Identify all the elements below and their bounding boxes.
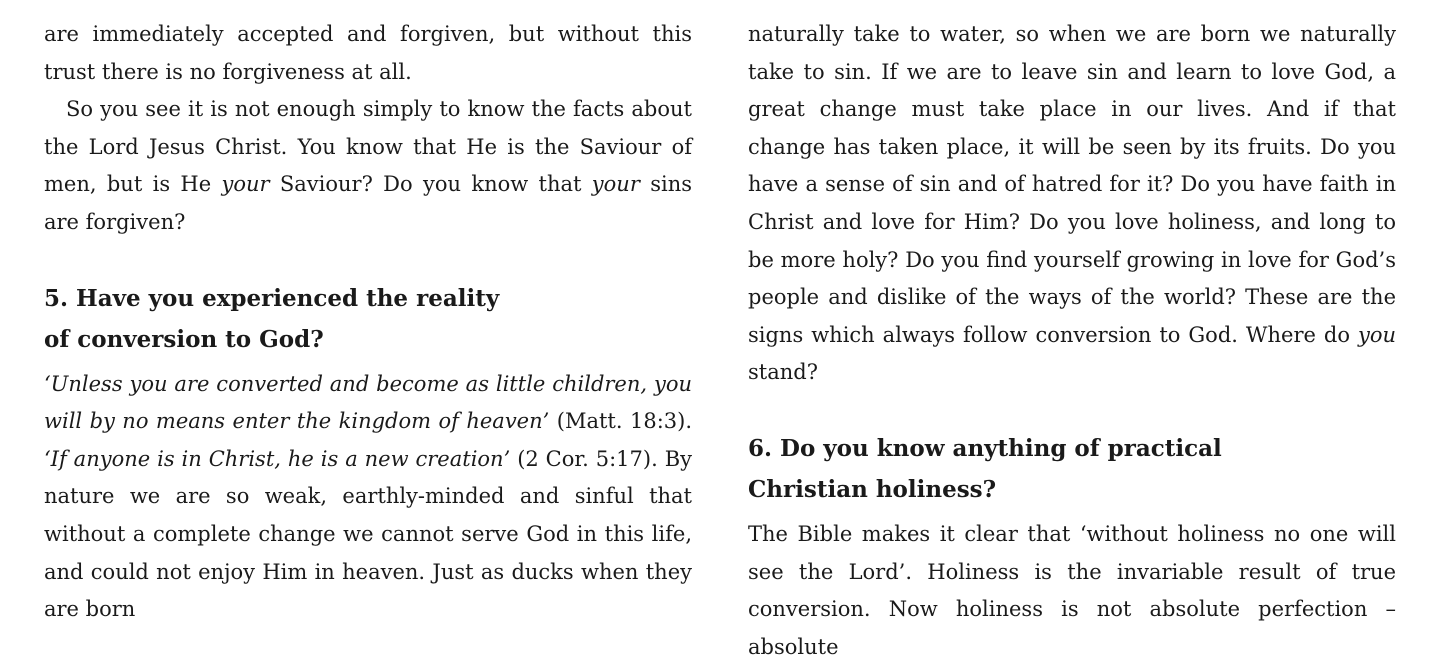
- emphasis-your: your: [221, 172, 270, 197]
- emphasis-your: your: [591, 172, 640, 197]
- scripture-quote-corinthians: ‘If anyone is in Christ, he is a new creation’: [44, 446, 511, 471]
- spacer: [748, 392, 1396, 428]
- scripture-quote-matthew: ‘Unless you are converted and become as little children, you will by no means enter the kingdom of heaven’: [44, 371, 692, 434]
- emphasis-you: you: [1357, 322, 1396, 347]
- heading-section-5: 5. Have you experienced the reality of conversion to God?: [44, 284, 500, 353]
- paragraph-conversion: ‘Unless you are converted and become as little children, you will by no means enter the kingdom of heaven’ (Matt. 18:3). ‘If anyone is in Christ, he is a new creation’ (2 Cor. 5:17). By nature we are so weak, earthly-minded and sinful that without a complete change we cannot serve God in this life, and could not enjoy Him in heaven. Just as ducks when they are born: [44, 371, 693, 622]
- left-column: [44, 16, 692, 629]
- paragraph-your-saviour: So you see it is not enough simply to know the facts about the Lord Jesus Christ. You know that He is the Saviour of men, but is He your Saviour? Do you know that your sins are forgiven?: [44, 97, 692, 234]
- heading-section-6: 6. Do you know anything of practical Christian holiness?: [748, 434, 1222, 503]
- spacer: [44, 242, 692, 278]
- paragraph-signs-of-conversion: naturally take to water, so when we are born we naturally take to sin. If we are to leave sin and learn to love God, a great change must take place in our lives. And if that change has taken place, it will be seen by its fruits. Do you have a sense of sin and of hatred for it? Do you have faith in Christ and love for Him? Do you love holiness, and long to be more holy? Do you find yourself growing in love for God’s people and dislike of the ways of the world? These are the signs which always follow conversion to God. Where do you stand?: [748, 22, 1396, 385]
- paragraph-forgiveness: are immediately accepted and forgiven, but without this trust there is no forgiveness at all.: [44, 22, 692, 84]
- right-column: [748, 16, 1396, 666]
- paragraph-holiness: The Bible makes it clear that ‘without holiness no one will see the Lord’. Holiness is the invariable result of true conversion. Now holiness is not absolute perfection – absolute: [748, 521, 1396, 659]
